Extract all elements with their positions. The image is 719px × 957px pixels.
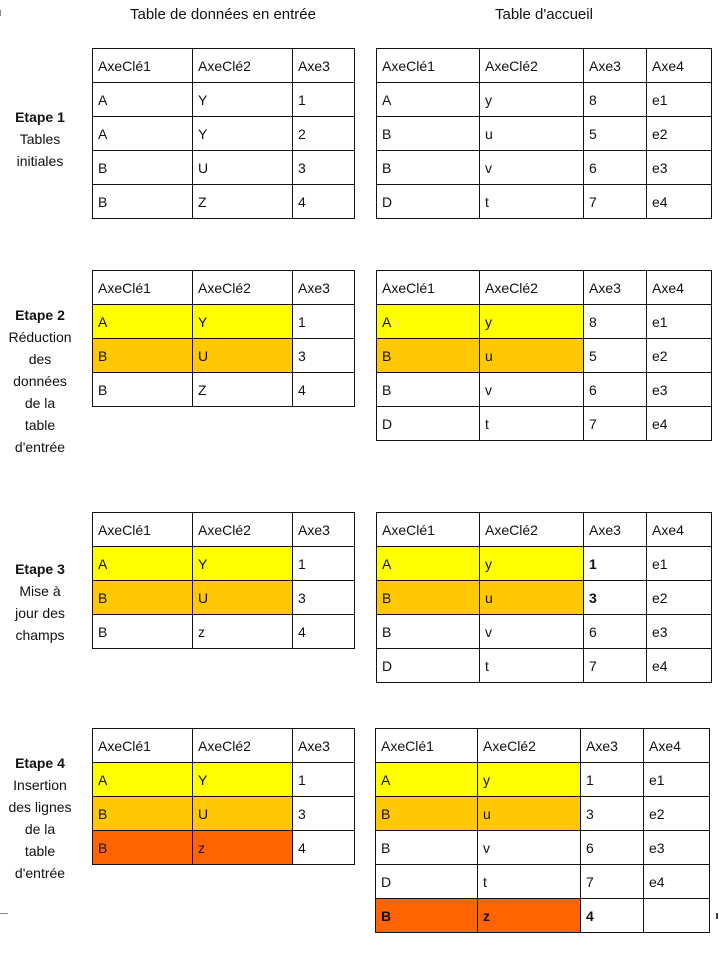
table-row	[377, 83, 712, 117]
table-cell: B	[376, 899, 478, 933]
table-cell: 7	[581, 865, 644, 899]
table-cell: e2	[644, 797, 710, 831]
table-cell: B	[377, 151, 480, 185]
table-cell: e4	[647, 407, 712, 441]
step-line: jour des	[15, 605, 65, 621]
table-cell: B	[376, 831, 478, 865]
table-cell: e4	[647, 185, 712, 219]
table-row	[377, 581, 712, 615]
table-cell: e3	[647, 151, 712, 185]
table-header-row	[93, 513, 355, 547]
table-cell: 5	[584, 117, 647, 151]
step-2-title: Etape 2	[15, 307, 65, 323]
table-cell: e1	[647, 547, 712, 581]
table-cell: u	[480, 581, 584, 615]
step-line: Insertion	[13, 777, 67, 793]
header-cell: AxeClé1	[93, 513, 193, 547]
table-cell: Y	[193, 547, 293, 581]
table-cell: v	[480, 151, 584, 185]
table-cell: D	[376, 865, 478, 899]
table-cell: e2	[647, 117, 712, 151]
table-cell: U	[193, 151, 293, 185]
table-cell: A	[93, 305, 193, 339]
step-line: Réduction	[8, 329, 72, 345]
step-line: initiales	[16, 153, 64, 169]
table-row	[376, 865, 710, 899]
step-3-label	[0, 558, 80, 646]
step-4-input-table	[92, 728, 355, 865]
table-cell: e4	[647, 649, 712, 683]
table-cell: B	[93, 831, 193, 865]
table-row	[377, 151, 712, 185]
header-cell: AxeClé2	[480, 513, 584, 547]
table-row	[93, 151, 355, 185]
table-cell: 6	[584, 615, 647, 649]
header-cell: AxeClé2	[193, 49, 293, 83]
table-row	[93, 185, 355, 219]
step-1-label	[0, 106, 80, 172]
table-cell: Y	[193, 305, 293, 339]
table-row	[93, 797, 355, 831]
step-line: table	[24, 843, 56, 859]
table-row	[377, 185, 712, 219]
table-cell: B	[377, 339, 480, 373]
table-cell: U	[193, 581, 293, 615]
table-cell: e3	[644, 831, 710, 865]
table-cell: e2	[647, 581, 712, 615]
updated-cell: 3	[584, 581, 647, 615]
target-table-header: Table d'accueil	[495, 6, 593, 23]
header-cell: Axe4	[647, 271, 712, 305]
table-cell: B	[93, 185, 193, 219]
header-cell: AxeClé1	[377, 513, 480, 547]
table-cell: 6	[581, 831, 644, 865]
table-cell: v	[478, 831, 581, 865]
header-cell: AxeClé1	[377, 271, 480, 305]
table-cell: 3	[293, 339, 355, 373]
table-cell: D	[377, 649, 480, 683]
table-cell: 1	[293, 305, 355, 339]
table-row	[93, 83, 355, 117]
table-row	[93, 615, 355, 649]
table-cell: B	[93, 797, 193, 831]
table-cell: 4	[293, 373, 355, 407]
table-cell: e3	[647, 615, 712, 649]
step-1-input-table	[92, 48, 355, 219]
table-cell: B	[93, 615, 193, 649]
table-cell: 6	[584, 373, 647, 407]
updated-cell: 1	[584, 547, 647, 581]
table-cell: u	[478, 797, 581, 831]
table-cell: 1	[581, 763, 644, 797]
header-cell: Axe3	[293, 271, 355, 305]
table-cell: Z	[193, 373, 293, 407]
table-cell: Z	[193, 185, 293, 219]
step-1-title: Etape 1	[15, 109, 65, 125]
table-cell: y	[480, 547, 584, 581]
header-cell: AxeClé2	[480, 49, 584, 83]
table-cell: 1	[293, 763, 355, 797]
table-row	[377, 649, 712, 683]
table-cell: Y	[193, 117, 293, 151]
table-cell: 8	[584, 305, 647, 339]
step-line: champs	[15, 627, 65, 643]
header-cell: Axe3	[293, 729, 355, 763]
table-cell: u	[480, 339, 584, 373]
table-cell: U	[193, 339, 293, 373]
table-cell: z	[193, 831, 293, 865]
header-cell: Axe4	[647, 49, 712, 83]
step-line: Tables	[19, 131, 61, 147]
table-cell: 3	[293, 797, 355, 831]
table-cell: A	[93, 547, 193, 581]
header-cell: AxeClé1	[93, 271, 193, 305]
table-cell: B	[377, 615, 480, 649]
table-cell: t	[478, 865, 581, 899]
table-header-row	[376, 729, 710, 763]
table-cell: Y	[193, 763, 293, 797]
table-header-row	[377, 513, 712, 547]
table-header-row	[93, 49, 355, 83]
table-header-row	[377, 49, 712, 83]
table-cell: D	[377, 407, 480, 441]
table-cell: v	[480, 615, 584, 649]
table-cell: v	[480, 373, 584, 407]
table-cell: A	[93, 83, 193, 117]
table-row	[93, 305, 355, 339]
header-cell: AxeClé2	[478, 729, 581, 763]
table-header-row	[377, 271, 712, 305]
table-cell: y	[480, 83, 584, 117]
table-cell: B	[376, 797, 478, 831]
table-row	[93, 547, 355, 581]
table-row	[93, 831, 355, 865]
table-cell: A	[377, 83, 480, 117]
table-cell: 7	[584, 185, 647, 219]
step-line: des	[28, 351, 52, 367]
header-cell: AxeClé2	[480, 271, 584, 305]
table-cell: 7	[584, 649, 647, 683]
header-cell: Axe4	[647, 513, 712, 547]
inserted-row	[376, 899, 710, 933]
table-cell: B	[93, 151, 193, 185]
header-cell: AxeClé1	[377, 49, 480, 83]
table-cell: D	[377, 185, 480, 219]
header-cell: AxeClé2	[193, 513, 293, 547]
step-2-input-table	[92, 270, 355, 407]
header-cell: Axe3	[581, 729, 644, 763]
table-cell: 4	[293, 831, 355, 865]
table-row	[93, 117, 355, 151]
table-cell: y	[478, 763, 581, 797]
header-cell: Axe3	[584, 49, 647, 83]
table-cell: e1	[647, 83, 712, 117]
table-header-row	[93, 271, 355, 305]
step-line: Mise à	[19, 583, 61, 599]
table-cell: 2	[293, 117, 355, 151]
step-2-label	[0, 304, 80, 458]
header-cell: AxeClé2	[193, 729, 293, 763]
table-cell: 5	[584, 339, 647, 373]
header-cell: AxeClé1	[93, 49, 193, 83]
table-cell: B	[377, 581, 480, 615]
table-row	[93, 763, 355, 797]
header-cell: Axe3	[293, 513, 355, 547]
table-cell: B	[93, 581, 193, 615]
header-cell: AxeClé1	[376, 729, 478, 763]
table-cell: e2	[647, 339, 712, 373]
step-2-target-table	[376, 270, 712, 441]
table-header-row	[93, 729, 355, 763]
table-row	[377, 373, 712, 407]
table-cell: B	[377, 373, 480, 407]
table-cell: t	[480, 649, 584, 683]
table-cell: Y	[193, 83, 293, 117]
table-cell: t	[480, 185, 584, 219]
table-cell: 6	[584, 151, 647, 185]
step-3-title: Etape 3	[15, 561, 65, 577]
table-cell: U	[193, 797, 293, 831]
table-row	[377, 407, 712, 441]
table-row	[93, 373, 355, 407]
table-cell: B	[93, 373, 193, 407]
step-4-target-table	[375, 728, 710, 933]
table-cell: 7	[584, 407, 647, 441]
input-table-header: Table de données en entrée	[130, 6, 316, 23]
table-row	[377, 339, 712, 373]
table-cell: 1	[293, 547, 355, 581]
table-cell: B	[377, 117, 480, 151]
table-cell: 1	[293, 83, 355, 117]
step-line: d'entrée	[14, 865, 66, 881]
step-3-input-table	[92, 512, 355, 649]
step-4-label	[0, 752, 80, 884]
table-cell: A	[93, 763, 193, 797]
table-cell: 4	[293, 615, 355, 649]
table-row	[377, 547, 712, 581]
table-row	[376, 797, 710, 831]
table-cell: A	[377, 547, 480, 581]
header-cell: AxeClé2	[193, 271, 293, 305]
table-cell: B	[93, 339, 193, 373]
table-cell: e4	[644, 865, 710, 899]
table-row	[376, 831, 710, 865]
table-row	[376, 763, 710, 797]
table-cell: 3	[293, 151, 355, 185]
table-cell: z	[478, 899, 581, 933]
table-row	[377, 305, 712, 339]
step-line: de la	[24, 395, 56, 411]
table-cell: e1	[647, 305, 712, 339]
table-row	[377, 615, 712, 649]
table-row	[93, 339, 355, 373]
header-cell: Axe4	[644, 729, 710, 763]
step-4-title: Etape 4	[15, 755, 65, 771]
table-cell: A	[377, 305, 480, 339]
table-cell	[644, 899, 710, 933]
step-line: d'entrée	[14, 439, 66, 455]
step-line: données	[13, 373, 67, 389]
step-3-target-table	[376, 512, 712, 683]
step-line: de la	[24, 821, 56, 837]
table-cell: 4	[293, 185, 355, 219]
table-row	[93, 581, 355, 615]
table-cell: A	[376, 763, 478, 797]
header-cell: Axe3	[584, 271, 647, 305]
table-cell: 8	[584, 83, 647, 117]
table-row	[377, 117, 712, 151]
header-cell: AxeClé1	[93, 729, 193, 763]
table-cell: e1	[644, 763, 710, 797]
table-cell: t	[480, 407, 584, 441]
table-cell: e3	[647, 373, 712, 407]
step-line: table	[24, 417, 56, 433]
table-cell: 4	[581, 899, 644, 933]
table-cell: 3	[581, 797, 644, 831]
table-cell: z	[193, 615, 293, 649]
table-cell: 3	[293, 581, 355, 615]
step-line: des lignes	[8, 799, 72, 815]
step-1-target-table	[376, 48, 712, 219]
header-cell: Axe3	[293, 49, 355, 83]
header-cell: Axe3	[584, 513, 647, 547]
table-cell: y	[480, 305, 584, 339]
table-cell: A	[93, 117, 193, 151]
table-cell: u	[480, 117, 584, 151]
